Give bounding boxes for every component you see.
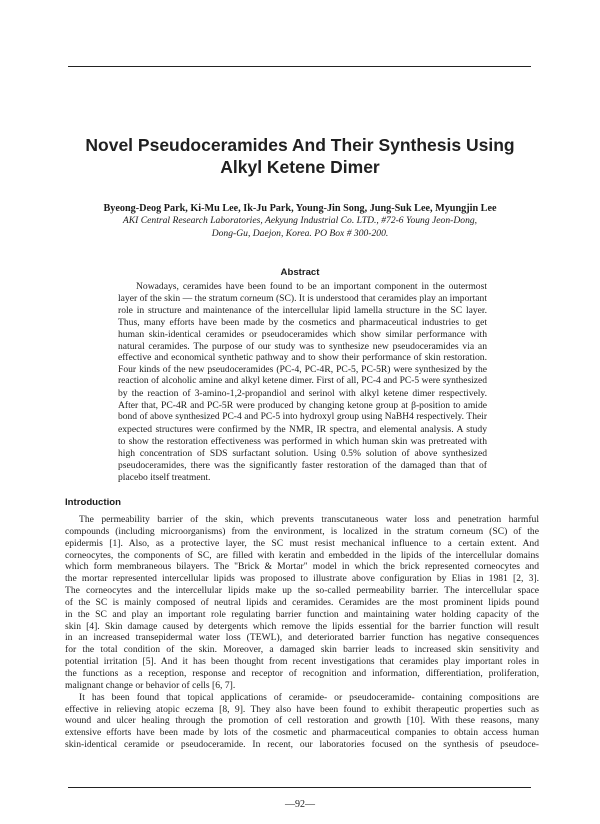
body-line: corneocytes, the components of SC, are filled with keratin and embedded in the lipids of the intercellular domains (65, 549, 539, 561)
abstract-line: Thus, many efforts have been made by the cosmetics and pharmaceutical industries to get (118, 316, 487, 328)
abstract-heading: Abstract (280, 267, 320, 278)
body-line: the functions as a reception, response and receptor of recognition and information, differentiation, proliferation, (65, 667, 539, 679)
title-line: Alkyl Ketene Dimer (220, 157, 380, 177)
affiliation-line: AKI Central Research Laboratories, Aekyung Industrial Co. LTD., #72-6 Young Jeon-Dong, (122, 215, 478, 226)
body-line: skin-identical ceramide or pseudoceramide. In recent, our laboratories focused on the synthesis of pseudoce- (65, 739, 539, 751)
body-line: which form membraneous bilayers. The "Brick & Mortar" model in which the brick represented corneocytes and (65, 561, 539, 573)
body-line: wound and ulcer healing through the promotion of cell restoration and growth [10]. With these reasons, many (65, 715, 539, 727)
body-line: for the total condition of the skin. Moreover, a damaged skin barrier leads to increased skin sensitivity and (65, 644, 539, 656)
abstract-line: role in structure and maintenance of the intercellular lipid lamella structure in the SC layer. (118, 304, 487, 316)
abstract-line: bond of above synthesized PC-4 and PC-5 into hydroxyl group using NaBH4 respectively. Their (118, 411, 487, 422)
body-line: of the SC is mainly composed of neutral lipids and ceramides. Ceramides are the most prominent lipids pound (65, 596, 539, 608)
body-line: malignant change or behavior of cells [6, 7]. (65, 679, 236, 691)
abstract-line: layer of the skin — the stratum corneum (SC). It is understood that ceramides play an important (118, 292, 487, 304)
body-line: in an increased transepidermal water loss (TEWL), and deteriorated barrier function has negative consequences (65, 632, 539, 644)
body-line: the mortar represented intercellular lipids was proposed to illustrate above configuration by Elias in 1981 [2, 3]. (65, 573, 539, 585)
abstract-line: expected structures were confirmed by the NMR, IR spectra, and elemental analysis. A study (118, 423, 487, 435)
abstract-line: placebo itself treatment. (118, 471, 211, 483)
affiliation (60, 215, 540, 240)
body-line: in the SC and play an important role regulating barrier function and maintaining water holding capacity of the (65, 608, 539, 620)
abstract-body (118, 281, 487, 483)
abstract-line: human skin-identical ceramides or pseudoceramides which show similar performance with (118, 328, 487, 340)
introduction-heading: Introduction (65, 497, 121, 508)
author-list: Byeong-Deog Park, Ki-Mu Lee, Ik-Ju Park, Young-Jin Song, Jung-Suk Lee, Myungjin Lee (103, 203, 497, 214)
body-line: effective in relieving atopic eczema [8, 9]. They also have been found to exhibit therapeutic properties such as (65, 703, 539, 715)
body-line: It has been found that topical applications of ceramide- or pseudoceramide- containing compositions are (79, 691, 539, 703)
title-line: Novel Pseudoceramides And Their Synthesis Using (85, 135, 515, 155)
body-line: The permeability barrier of the skin, which prevents transcutaneous water loss and penetration harmful (79, 514, 539, 525)
introduction-body (65, 514, 539, 751)
body-line: potential irritation [5]. And it has been thought from recent investigations that ceramides play important roles in (65, 656, 539, 668)
page-number: —92— (285, 799, 315, 810)
abstract-line: to show the restoration effectiveness was performed in which human skin was pretreated with (118, 435, 487, 447)
abstract-line: Nowadays, ceramides have been found to be an important component in the outermost (136, 281, 487, 292)
affiliation-line: Dong-Gu, Daejon, Korea. PO Box # 300-200. (211, 227, 389, 239)
abstract-line: After that, PC-4R and PC-5R were produced by changing ketone group at β-position to amide (118, 400, 487, 412)
abstract-line: high concentration of SDS surfactant solution. Using 0.5% solution of above synthesized (118, 447, 487, 459)
abstract-line: pseudoceramides, there was the significantly faster restoration of the damaged than that of (118, 459, 487, 471)
top-rule (68, 66, 531, 67)
body-line: skin [4]. Skin damage caused by detergents which remove the lipids essential for the barrier function will result (65, 620, 539, 632)
body-line: epidermis [1]. Also, as a protective layer, the SC must resist mechanical influence to a certain extent. And (65, 537, 539, 549)
body-line: extensive efforts have been made by lots of the cosmetic and pharmaceutical companies to obtain access human (65, 727, 539, 739)
bottom-rule (68, 787, 531, 788)
body-line: compounds (including microorganisms) from the environment, is localized in the stratum corneum (SC) of the (65, 525, 539, 537)
abstract-line: effective and economical synthetic pathway and to show their performance of skin restoration. (118, 352, 487, 364)
abstract-line: natural ceramides. The purpose of our study was to synthesize new pseudoceramides via an (118, 340, 487, 352)
abstract-line: reaction of alcoholic amine and alkyl ketene dimer. First of all, PC-4 and PC-5 were synthesized (118, 376, 487, 387)
abstract-line: by the reaction of 3-amino-1,2-propandiol and serinol with alkyl ketene dimer respectively. (118, 388, 487, 400)
body-line: The corneocytes and the intercellular lipids make up the so-called permeability barrier. The intercellular space (65, 585, 539, 597)
abstract-line: Four kinds of the new pseudoceramides (PC-4, PC-4R, PC-5, PC-5R) were synthesized by the (118, 364, 487, 376)
paper-title (60, 134, 540, 178)
